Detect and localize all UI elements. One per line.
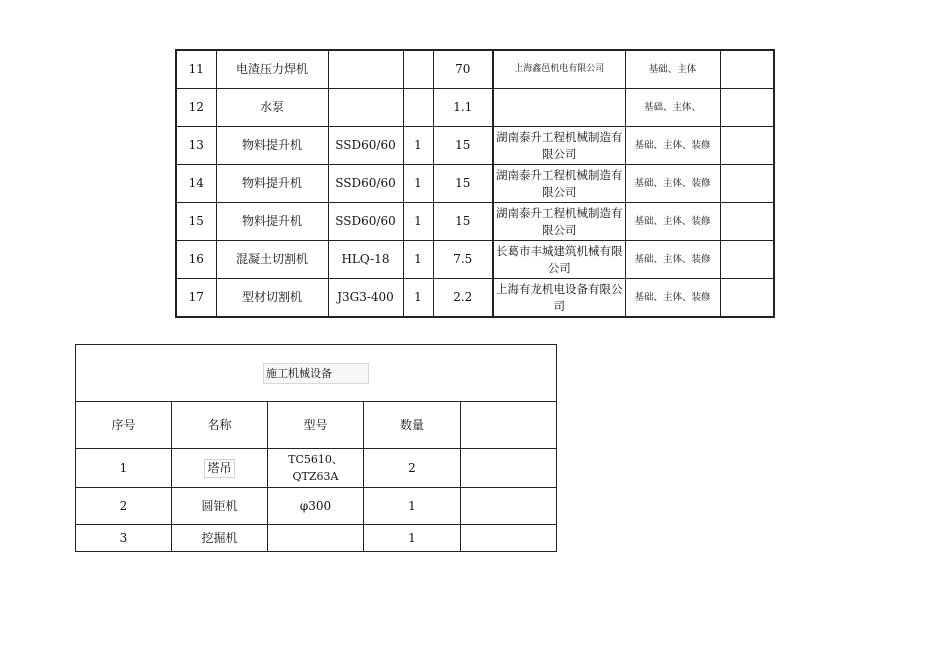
table-row [176,89,774,127]
table-title-row [76,345,557,402]
equipment-qty: 1 [403,279,433,318]
machine-extra [461,449,557,488]
machine-name: 塔吊 [204,459,234,478]
machine-extra [461,488,557,525]
equipment-qty [403,50,433,89]
equipment-maker: 上海有龙机电设备有限公司 [493,279,625,318]
equipment-power: 2.2 [433,279,493,318]
equipment-maker: 湖南泰升工程机械制造有限公司 [493,203,625,241]
row-number: 3 [76,525,172,552]
row-number: 17 [176,279,216,318]
table-row [76,488,557,525]
equipment-power: 15 [433,127,493,165]
table-header-row [76,402,557,449]
row-number: 2 [76,488,172,525]
equipment-use: 基础、主体、装修 [625,241,720,279]
equipment-name: 物料提升机 [216,203,328,241]
machine-name: 圆钜机 [172,488,268,525]
row-number: 11 [176,50,216,89]
equipment-model [328,89,403,127]
equipment-use: 基础、主体 [625,50,720,89]
table-row [176,279,774,318]
equipment-power: 15 [433,165,493,203]
machine-model: φ300 [268,488,364,525]
header-name: 名称 [172,402,268,449]
machine-name: 挖掘机 [172,525,268,552]
equipment-qty: 1 [403,241,433,279]
row-number: 15 [176,203,216,241]
equipment-model: J3G3-400 [328,279,403,318]
equipment-note [720,50,774,89]
header-extra [461,402,557,449]
table-row [176,203,774,241]
equipment-use: 基础、主体、装修 [625,203,720,241]
machine-model: TC5610、QTZ63A [268,449,364,488]
equipment-qty: 1 [403,127,433,165]
row-number: 14 [176,165,216,203]
equipment-model: HLQ-18 [328,241,403,279]
machine-qty: 1 [364,525,461,552]
equipment-table [175,49,775,318]
equipment-note [720,165,774,203]
equipment-model: SSD60/60 [328,203,403,241]
equipment-note [720,89,774,127]
equipment-note [720,127,774,165]
equipment-maker: 湖南泰升工程机械制造有限公司 [493,165,625,203]
equipment-power: 7.5 [433,241,493,279]
equipment-use: 基础、主体、装修 [625,279,720,318]
table-row [176,50,774,89]
equipment-model: SSD60/60 [328,127,403,165]
equipment-power: 70 [433,50,493,89]
row-number: 1 [76,449,172,488]
header-model: 型号 [268,402,364,449]
equipment-maker: 上海鑫邑机电有限公司 [493,50,625,89]
equipment-qty: 1 [403,203,433,241]
row-number: 13 [176,127,216,165]
equipment-qty: 1 [403,165,433,203]
table-title: 施工机械设备 [263,363,369,384]
table-row [176,165,774,203]
equipment-name: 电渣压力焊机 [216,50,328,89]
equipment-name: 物料提升机 [216,127,328,165]
machine-qty: 1 [364,488,461,525]
equipment-power: 1.1 [433,89,493,127]
equipment-note [720,241,774,279]
row-number: 16 [176,241,216,279]
equipment-note [720,279,774,318]
equipment-use: 基础、主体、装修 [625,127,720,165]
equipment-qty [403,89,433,127]
machine-qty: 2 [364,449,461,488]
table-row [176,241,774,279]
table-row [76,525,557,552]
equipment-name: 物料提升机 [216,165,328,203]
equipment-use: 基础、主体、 [625,89,720,127]
machinery-table [75,344,557,552]
equipment-name: 水泵 [216,89,328,127]
machine-extra [461,525,557,552]
equipment-name: 混凝土切割机 [216,241,328,279]
equipment-maker [493,89,625,127]
equipment-maker: 湖南泰升工程机械制造有限公司 [493,127,625,165]
equipment-model [328,50,403,89]
table-row [176,127,774,165]
header-qty: 数量 [364,402,461,449]
table-row [76,449,557,488]
equipment-use: 基础、主体、装修 [625,165,720,203]
row-number: 12 [176,89,216,127]
machine-model [268,525,364,552]
equipment-model: SSD60/60 [328,165,403,203]
equipment-note [720,203,774,241]
equipment-maker: 长葛市丰城建筑机械有限公司 [493,241,625,279]
equipment-power: 15 [433,203,493,241]
equipment-name: 型材切割机 [216,279,328,318]
header-no: 序号 [76,402,172,449]
